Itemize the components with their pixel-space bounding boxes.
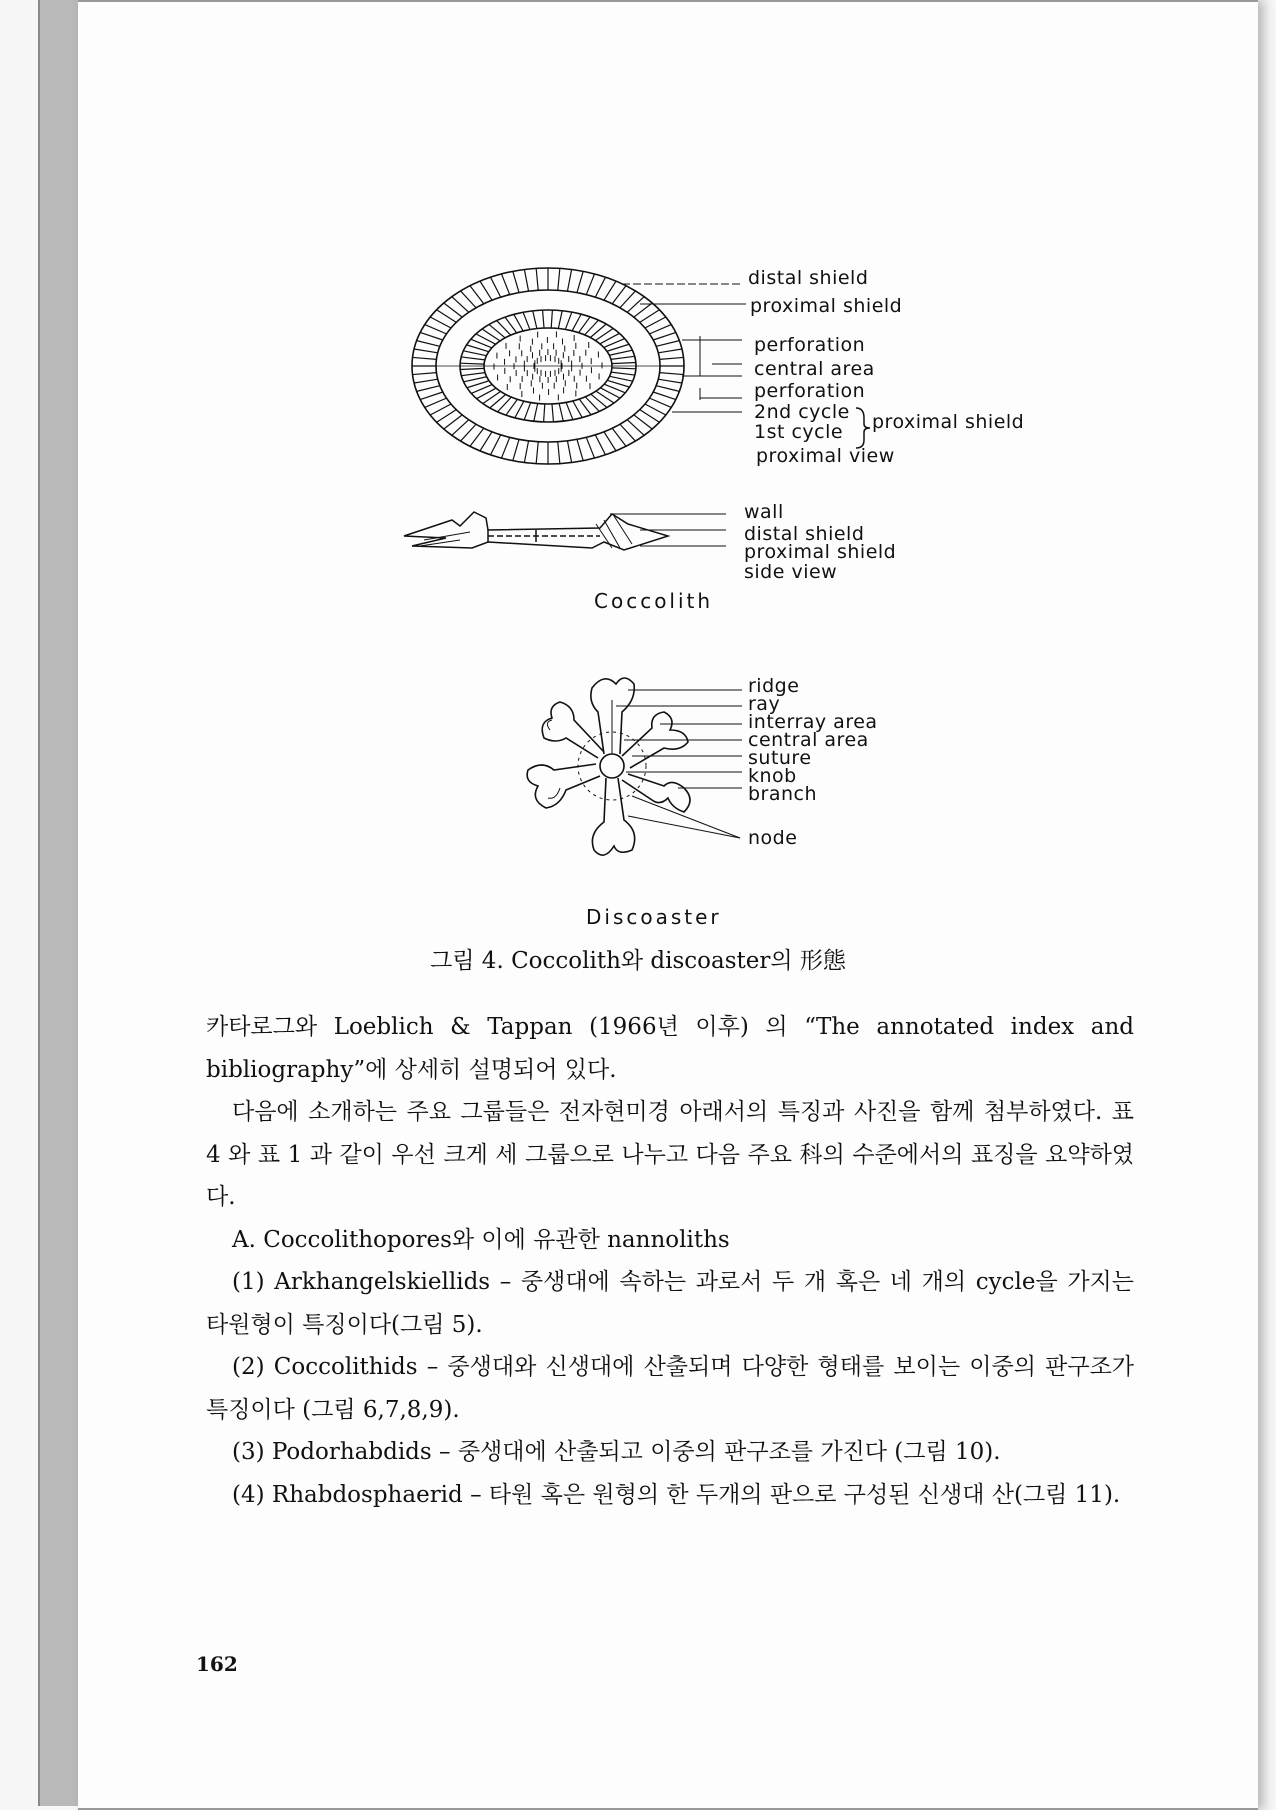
coccolith-rim-spoke	[595, 435, 605, 455]
paragraph-1: 카타로그와 Loeblich & Tappan (1966년 이후) 의 “The annotated index and bibliography”에 상세히 설명되어 있다.	[206, 1014, 1134, 1083]
coccolith-rim-spoke	[430, 317, 451, 328]
coccolith-inner-spoke	[612, 368, 636, 369]
coccolith-rim-spoke	[491, 277, 501, 297]
coccolith-rim-spoke	[558, 442, 560, 464]
coccolith-rim-spoke	[470, 428, 484, 446]
coccolith-rim-spoke	[658, 349, 682, 353]
paragraph-item-2: (2) Coccolithids – 중생대와 신생대에 산출되며 다양한 형태를 보이는 이중의 판구조가 특징이다 (그림 6,7,8,9).	[206, 1354, 1134, 1423]
coccolith-inner-spoke	[612, 363, 636, 364]
coccolith-rim-spoke	[645, 404, 666, 415]
label-ray: ray	[748, 693, 781, 715]
coccolith-rim-spoke	[640, 310, 660, 323]
coccolith-rim-spoke	[437, 410, 457, 423]
page-number: 162	[196, 1652, 238, 1676]
paragraph-2: 다음에 소개하는 주요 그룹들은 전자현미경 아래서의 특징과 사진을 함께 첨부하였다. 표 4 와 표 1 과 같이 우선 크게 세 그룹으로 나누고 다음 주요 科의 수준에서의 표징을 요약하였다.	[206, 1099, 1134, 1210]
coccolith-rim-spoke	[660, 373, 684, 375]
coccolith-inner-spoke	[524, 403, 531, 420]
coccolith-rim-spoke	[452, 420, 469, 436]
coccolith-rim-spoke	[604, 432, 616, 451]
coccolith-rim-spoke	[414, 379, 438, 383]
coccolith-rim-spoke	[604, 281, 616, 300]
coccolith-rim-spoke	[425, 325, 447, 334]
coccolith-rim-spoke	[653, 332, 676, 340]
discoaster-drawing	[527, 678, 690, 855]
coccolith-rim-spoke	[634, 303, 652, 317]
coccolith-inner-spoke	[460, 368, 484, 369]
coccolith-rim-spoke	[470, 286, 484, 304]
coccolith-rim-spoke	[513, 271, 519, 292]
coccolith-rim-spoke	[437, 310, 457, 323]
coccolith-inner-spoke	[523, 312, 530, 329]
coccolith-rim-spoke	[413, 357, 437, 359]
coccolith-rim-spoke	[620, 424, 635, 441]
coccolith-rim-spoke	[558, 268, 560, 290]
label-side-view: side view	[744, 561, 838, 583]
coccolith-rim-spoke	[536, 268, 538, 290]
coccolith-rim-spoke	[577, 439, 583, 460]
coccolith-rim-spoke	[577, 271, 583, 292]
coccolith-inner-spoke	[514, 314, 523, 331]
coccolith-rim-spoke	[413, 373, 437, 375]
coccolith-inner-spoke	[565, 312, 572, 329]
coccolith-inner-spoke	[460, 363, 484, 364]
coccolith-rim-spoke	[656, 341, 679, 347]
label-node: node	[748, 827, 798, 849]
coccolith-rim-spoke	[567, 269, 571, 291]
label-proximal-shield: proximal shield	[750, 295, 903, 317]
coccolith-caption: Coccolith	[594, 589, 714, 613]
cycle-brace	[856, 408, 870, 448]
coccolith-rim-spoke	[524, 441, 528, 463]
coccolith-rim-spoke	[634, 415, 652, 429]
coccolith-inner-spoke	[466, 345, 488, 352]
label-perforation-1: perforation	[754, 334, 866, 356]
paragraph-item-4: (4) Rhabdosphaerid – 타원 혹은 원형의 한 두개의 판으로 구성된 신생대 산(그림 11).	[232, 1481, 1121, 1508]
label-ridge: ridge	[748, 675, 800, 697]
coccolith-rim-spoke	[501, 437, 509, 458]
coccolith-rim-spoke	[417, 386, 440, 392]
coccolith-rim-spoke	[480, 281, 492, 300]
discoaster-caption: Discoaster	[586, 905, 722, 929]
label-perforation-2: perforation	[754, 380, 866, 402]
discoaster-leaders	[616, 690, 742, 838]
coccolith-inner-spoke	[607, 380, 629, 387]
coccolith-inner-spoke	[461, 373, 485, 376]
label-discoaster-central-area: central area	[748, 729, 869, 751]
coccolith-rim-spoke	[417, 341, 440, 347]
coccolith-rim-spoke	[567, 441, 571, 463]
coccolith-rim-spoke	[420, 392, 443, 400]
coccolith-rim-spoke	[586, 274, 594, 295]
label-side-distal-shield: distal shield	[744, 523, 865, 545]
coccolith-proximal-leaders	[622, 284, 746, 412]
coccolith-inner-spoke	[463, 351, 486, 356]
label-wall: wall	[744, 501, 784, 523]
coccolith-rim-spoke	[658, 379, 682, 383]
coccolith-inner-spoke	[611, 356, 635, 359]
coccolith-inner-spoke	[610, 376, 633, 381]
coccolith-rim-spoke	[480, 432, 492, 451]
coccolith-rim-spoke	[420, 332, 443, 340]
coccolith-rim-spoke	[640, 410, 660, 423]
figure-caption: 그림 4. Coccolith와 discoaster의 形態	[430, 948, 846, 974]
coccolith-rim-spoke	[645, 317, 666, 328]
coccolith-rim-spoke	[444, 415, 462, 429]
coccolith-rim-spoke	[656, 386, 679, 392]
label-1st-cycle: 1st cycle	[754, 421, 844, 443]
coccolith-inner-spoke	[544, 404, 545, 422]
label-proximal-view: proximal view	[756, 445, 895, 467]
coccolith-rim-spoke	[612, 428, 626, 446]
coccolith-rim-spoke	[461, 424, 476, 441]
label-central-area: central area	[754, 358, 875, 380]
coccolith-rim-spoke	[491, 435, 501, 455]
section-heading-a: A. Coccolithopores와 이에 유관한 nannoliths	[232, 1226, 730, 1253]
coccolith-rim-spoke	[660, 357, 684, 359]
coccolith-rim-spoke	[501, 274, 509, 295]
coccolith-rim-spoke	[627, 420, 644, 436]
coccolith-rim-spoke	[620, 291, 635, 308]
coccolith-inner-spoke	[464, 377, 487, 382]
coccolith-rim-spoke	[452, 297, 469, 313]
label-2nd-cycle: 2nd cycle	[754, 401, 850, 423]
coccolith-inner-spoke	[566, 402, 573, 419]
paragraph-item-1: (1) Arkhangelskiellids – 중생대에 속하는 과로서 두 개 혹은 네 개의 cycle을 가지는 타원형이 특징이다(그림 5).	[206, 1269, 1134, 1338]
coccolith-rim-spoke	[430, 404, 451, 415]
label-distal-shield: distal shield	[748, 267, 869, 289]
coccolith-inner-spoke	[534, 404, 538, 422]
coccolith-inner-spoke	[461, 357, 485, 360]
coccolith-side-drawing	[404, 512, 668, 550]
coccolith-inner-spoke	[559, 403, 563, 421]
coccolith-rim-spoke	[586, 437, 594, 458]
coccolith-rim-spoke	[650, 325, 672, 334]
coccolith-inner-spoke	[609, 350, 632, 355]
coccolith-inner-spoke	[515, 401, 524, 418]
coccolith-rim-spoke	[653, 392, 676, 400]
label-interray-area: interray area	[748, 711, 878, 733]
body-text	[206, 1006, 1134, 1516]
paragraph-item-3: (3) Podorhabdids – 중생대에 산출되고 이중의 판구조를 가진다 (그림 10).	[232, 1439, 1001, 1465]
coccolith-inner-spoke	[552, 404, 553, 422]
label-suture: suture	[748, 747, 812, 769]
coccolith-rim-spoke	[444, 303, 462, 317]
coccolith-rim-spoke	[595, 277, 605, 297]
coccolith-rim-spoke	[650, 398, 672, 407]
coccolith-rim-spoke	[414, 349, 438, 353]
coccolith-inner-spoke	[543, 310, 544, 328]
label-side-proximal-shield: proximal shield	[744, 541, 897, 563]
coccolith-proximal-drawing	[412, 268, 684, 464]
coccolith-rim-spoke	[524, 269, 528, 291]
coccolith-inner-spoke	[573, 401, 582, 418]
coccolith-rim-spoke	[536, 442, 538, 464]
label-branch: branch	[748, 783, 818, 805]
coccolith-rim-spoke	[612, 286, 626, 304]
coccolith-inner-spoke	[611, 372, 635, 375]
coccolith-side-leaders	[610, 514, 726, 546]
coccolith-rim-spoke	[461, 291, 476, 308]
coccolith-inner-spoke	[572, 314, 581, 331]
coccolith-rim-spoke	[425, 398, 447, 407]
coccolith-inner-spoke	[551, 310, 552, 328]
label-knob: knob	[748, 765, 797, 787]
coccolith-inner-spoke	[533, 311, 537, 329]
coccolith-rim-spoke	[513, 439, 519, 460]
coccolith-inner-spoke	[558, 311, 562, 329]
label-proximal-shield-bracket: proximal shield	[872, 411, 1025, 433]
